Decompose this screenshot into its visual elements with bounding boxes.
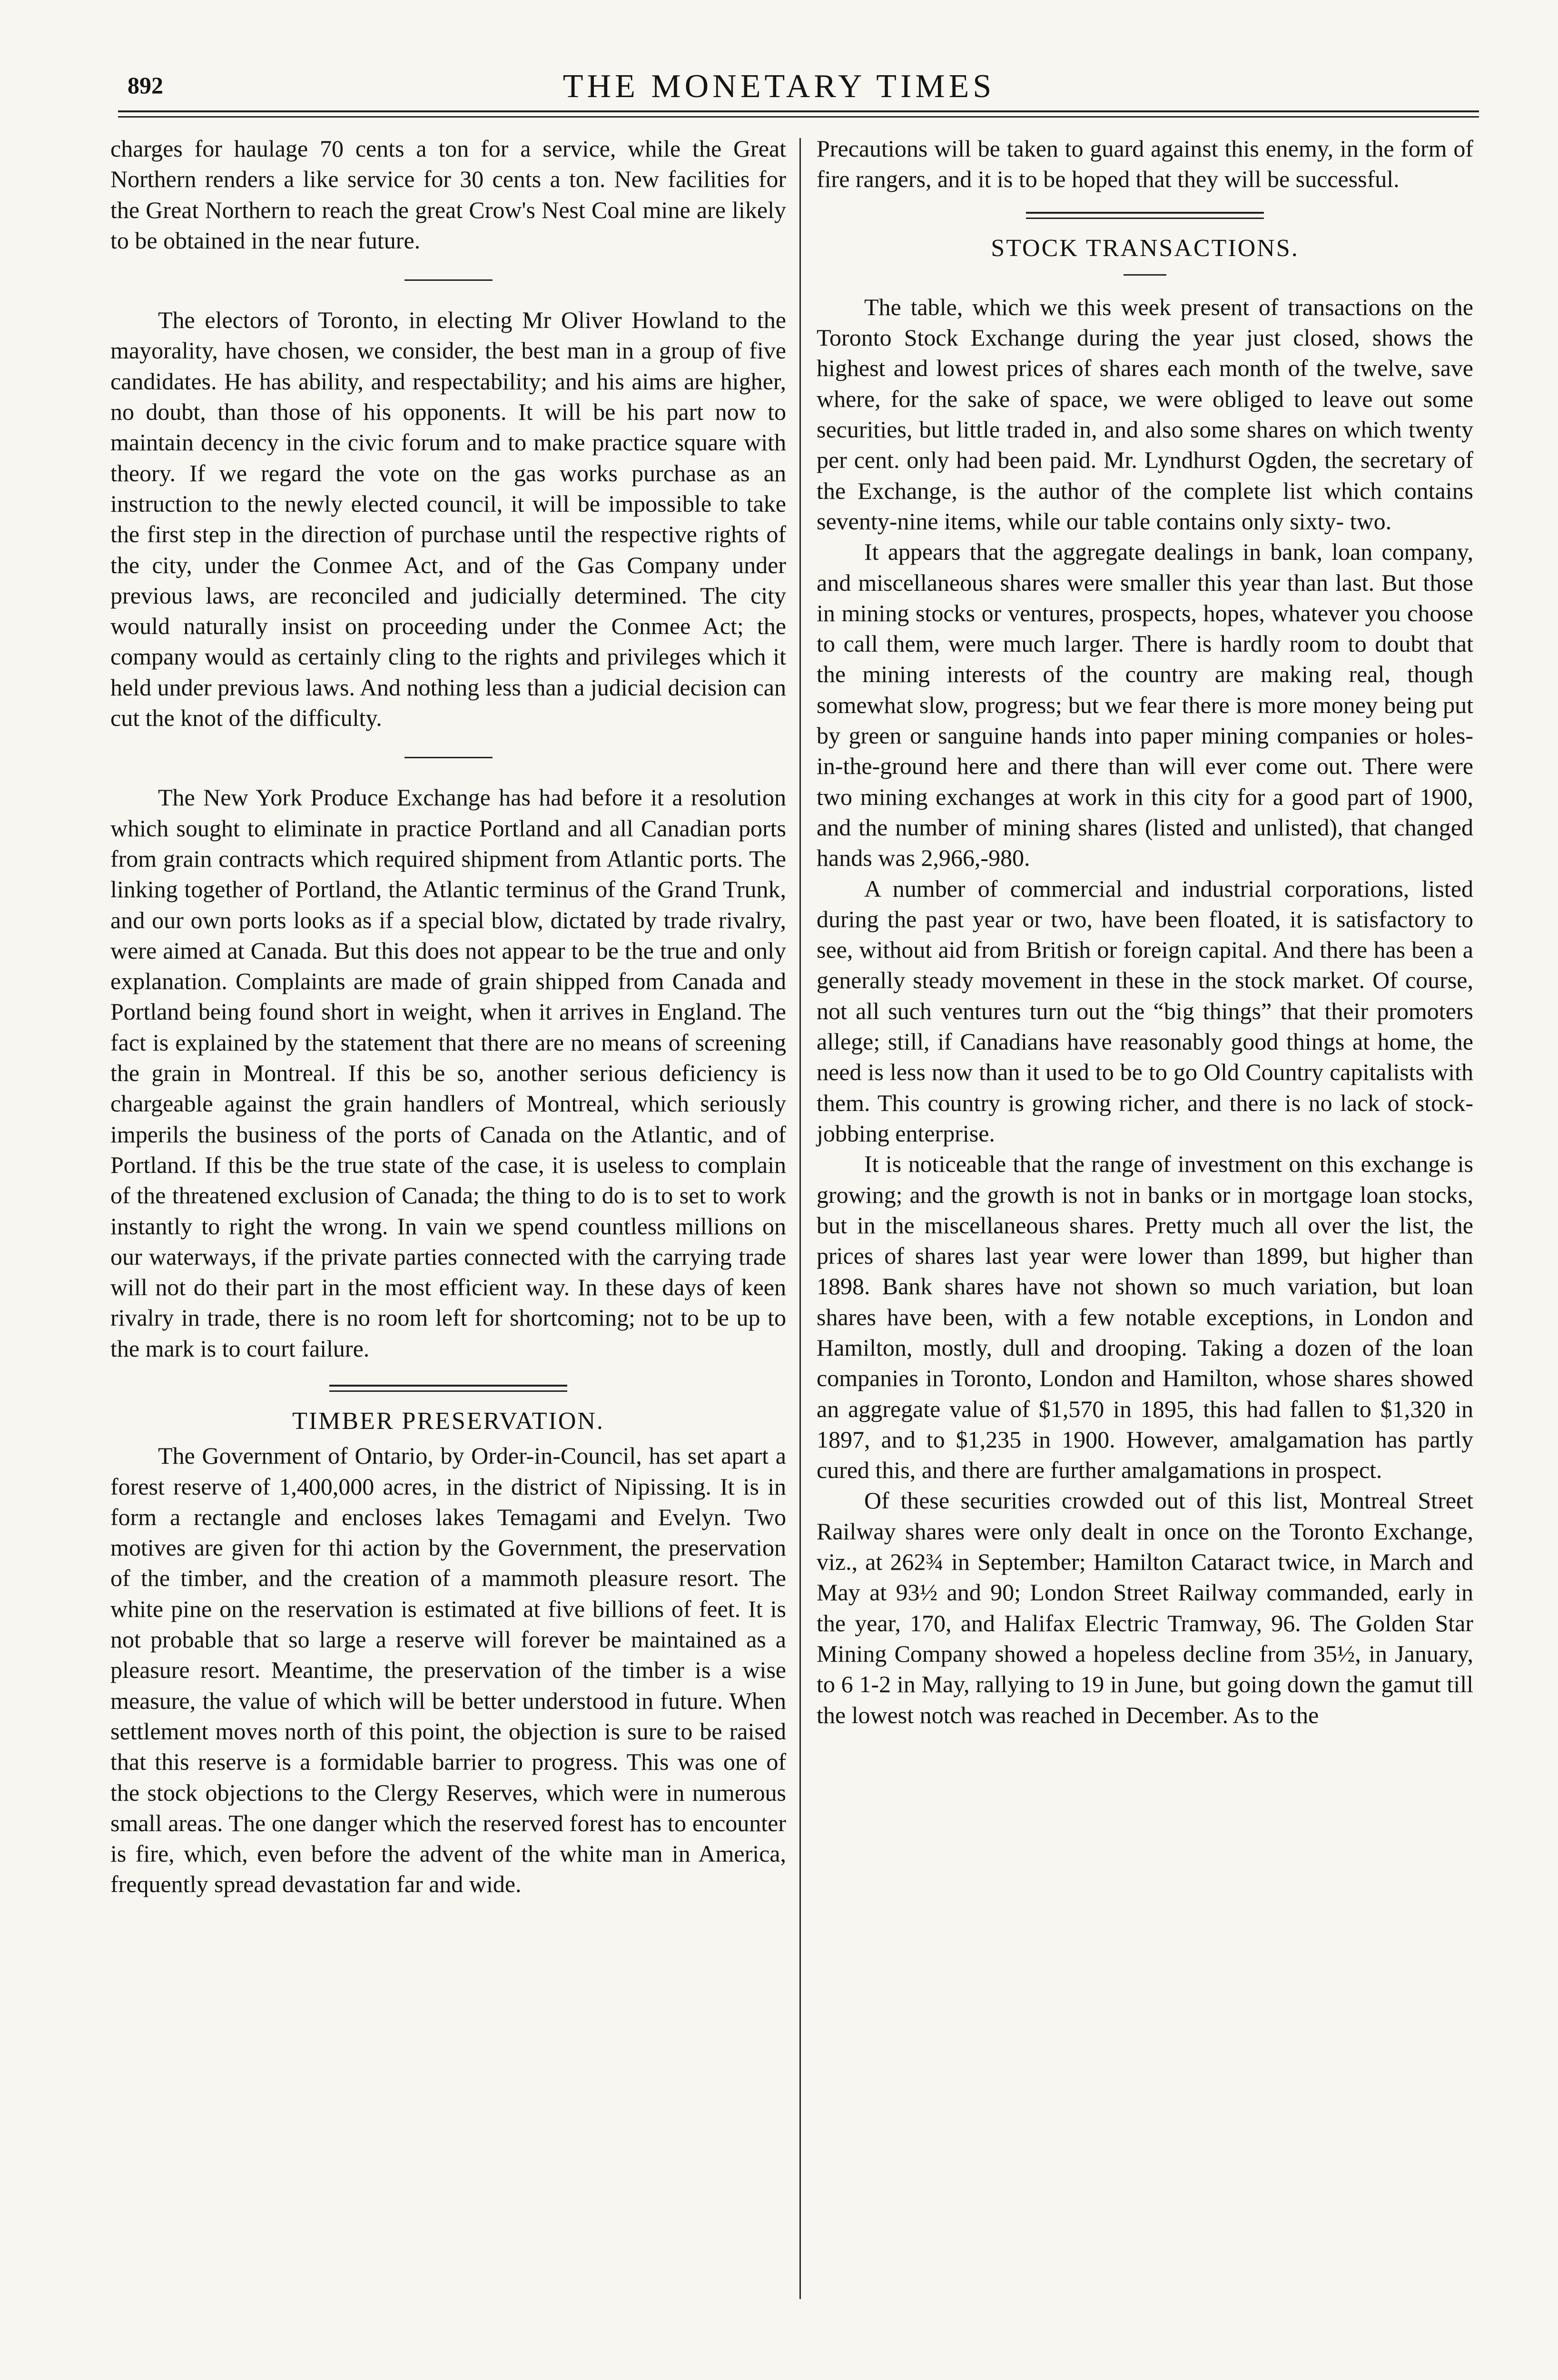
right-paragraph-securities: Of these securities crowded out of this list, Montreal Street Railway shares were only dealt in once on the Toronto Exchange, viz., at 262¾ in September; Hamilton Cataract twice, in March and May at 93½ and 90; London Street Railway commanded, early in the year, 170, and Halifax Electric Tramway, 96. The Golden Star Mining Company showed a hopeless decline from 35½, in January, to 6 1-2 in May, rallying to 19 in June, but going down the gamut till the lowest notch was reached in December. As to the [817, 1487, 1473, 1728]
left-paragraph-produce-exchange: The New York Produce Exchange has had before it a resolution which sought to eliminate in practice Portland and all Canadian ports from grain contracts which required shipment from Atlantic ports. The linking together of Portland, the Atlantic terminus of the Grand Trunk, and our own ports looks as if a special blow, dictated by trade rivalry, were aimed at Canada. But this does not appear to be the true and only explanation. Complaints are made of grain shipped from Canada and Portland being found short in weight, when it arrives in England. The fact is explained by the statement that there are no means of screening the grain in Montreal. If this be so, another serious deficiency is chargeable against the grain handlers of Montreal, which seriously imperils the business of the ports of Canada on the Atlantic, and of Portland. If this be the true state of the case, it is useless to complain of the threatened exclusion of Canada; the thing to do is to set to work instantly to right the wrong. In vain we spend countless millions on our waterways, if the private parties connected with the carrying trade will not do their part in the most efficient way. In these days of keen rivalry in trade, there is no room left for shortcoming; not to be up to the mark is to court failure. [110, 784, 786, 1362]
right-paragraph-aggregate: It appears that the aggregate dealings in bank, loan company, and miscellaneous shares were smaller this year than last. But those in mining stocks or ventures, prospects, hopes, whatever you choose to call them, were much larger. There is hardly room to doubt that the mining interests of the country are making real, though somewhat slow, progress; but we fear there is more money being put by green or sanguine hands into paper mining companies or holes-in-the-ground here and there than will ever come out. There were two mining exchanges at work in this city for a good part of 1900, and the number of mining shares (listed and unlisted), that changed hands was 2,966,-980. [817, 538, 1473, 872]
left-paragraph-haulage: charges for haulage 70 cents a ton for a service, while the Great Northern renders a like service for 30 cents a ton. New facilities for the Great Northern to reach the great Crow's Nest Coal mine are likely to be obtained in the near future. [110, 135, 786, 254]
masthead-title: THE MONETARY TIMES [562, 68, 996, 105]
heading-underline-rule [1124, 274, 1166, 276]
section-double-rule [329, 1385, 567, 1392]
left-column [110, 133, 786, 1900]
right-column [817, 133, 1473, 1730]
right-paragraph-corporations: A number of commercial and industrial corporations, listed during the past year or two, have been floated, it is satisfactory to see, without aid from British or foreign capital. And there has been a generally steady movement in these in the stock market. Of course, not all such ventures turn out the “big things” that their promoters allege; still, if Canadians have reasonably good things at home, the need is less now than it used to be to go Old Country capitalists with them. This country is growing richer, and there is no lack of stock-jobbing enterprise. [817, 875, 1473, 1147]
right-paragraph-precautions: Precautions will be taken to guard against this enemy, in the form of fire rangers, and it is to be hoped that they will be successful. [817, 135, 1473, 193]
right-paragraph-table: The table, which we this week present of transactions on the Toronto Stock Exchange during the year just closed, shows the highest and lowest prices of shares each month of the twelve, save where, for the sake of space, we were obliged to leave out some securities, but little traded in, and also some shares on which twenty per cent. only had been paid. Mr. Lyndhurst Ogden, the secretary of the Exchange, is the author of the complete list which contains seventy-nine items, while our table contains only sixty- two. [817, 293, 1473, 535]
section-heading-timber: TIMBER PRESERVATION. [292, 1407, 604, 1435]
section-separator-rule [404, 279, 493, 281]
right-paragraph-investment: It is noticeable that the range of investment on this exchange is growing; and the growth is not in banks or in mortgage loan stocks, but in the miscellaneous shares. Pretty much all over the list, the prices of shares last year were lower than 1899, but higher than 1898. Bank shares have not shown so much variation, but loan shares have been, with a few notable exceptions, in London and Hamilton, mostly, dull and drooping. Taking a dozen of the loan companies in Toronto, London and Hamilton, whose shares showed an aggregate value of $1,570 in 1895, this had fallen to $1,320 in 1897, and to $1,235 in 1900. However, amalgamation has partly cured this, and there are further amalgamations in prospect. [817, 1150, 1473, 1484]
section-heading-stock: STOCK TRANSACTIONS. [991, 234, 1299, 262]
header-double-rule [118, 110, 1479, 118]
section-separator-rule [404, 757, 493, 758]
column-divider [799, 138, 801, 2299]
page-number: 892 [128, 72, 163, 99]
section-double-rule [1026, 212, 1264, 219]
left-paragraph-toronto-electors: The electors of Toronto, in electing Mr Oliver Howland to the mayorality, have chosen, we consider, the best man in a group of five candidates. He has ability, and respectability; and his aims are higher, no doubt, than those of his opponents. It will be his part now to maintain decency in the civic forum and to make practice square with theory. If we regard the vote on the gas works purchase as an instruction to the newly elected council, it will be impossible to take the first step in the direction of purchase until the respective rights of the city, under the Conmee Act, and of the Gas Company under previous laws, are reconciled and judicially determined. The city would naturally insist on proceeding under the Conmee Act; the company would as certainly cling to the rights and privileges which it held under previous laws. And nothing less than a judicial decision can cut the knot of the difficulty. [110, 307, 786, 732]
left-paragraph-timber: The Government of Ontario, by Order-in-Council, has set apart a forest reserve of 1,400,000 acres, in the district of Nipissing. It is in form a rectangle and encloses lakes Temagami and Evelyn. Two motives are given for thi action by the Government, the preservation of the timber, and the creation of a mammoth pleasure resort. The white pine on the reservation is estimated at five billions of feet. It is not probable that so large a reserve will forever be maintained as a pleasure resort. Meantime, the preservation of the timber is a wise measure, the value of which will be better understood in future. When settlement moves north of this point, the objection is sure to be raised that this reserve is a formidable barrier to progress. This was one of the stock objections to the Clergy Reserves, which were in numerous small areas. The one danger which the reserved forest has to encounter is fire, which, even before the advent of the white man in America, frequently spread devastation far and wide. [110, 1442, 786, 1898]
